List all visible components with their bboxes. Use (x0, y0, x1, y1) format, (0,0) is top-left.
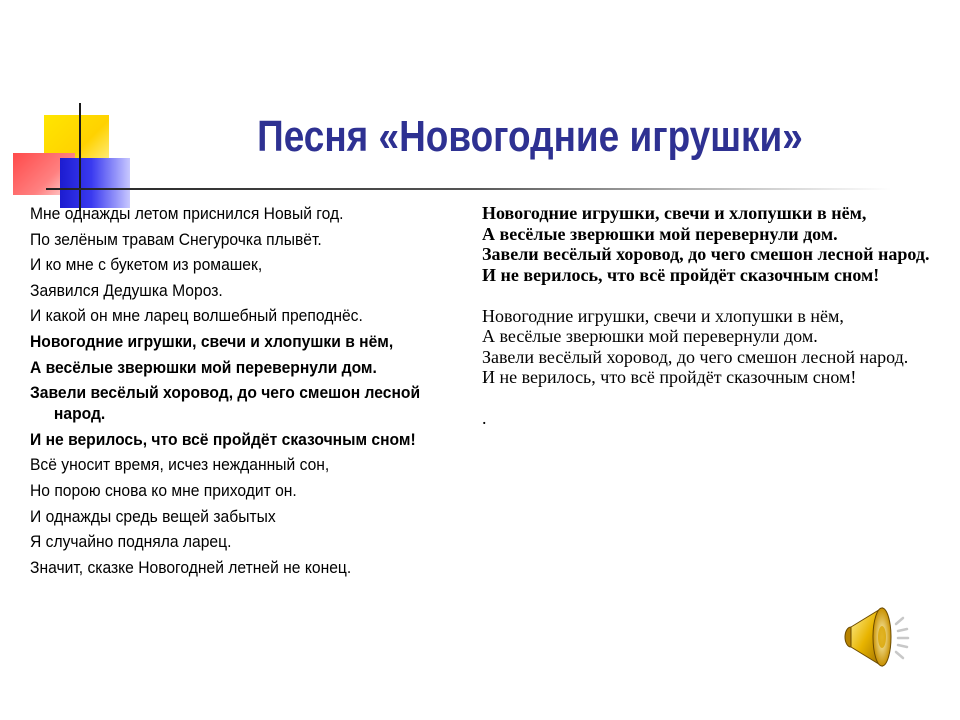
lyric-line: Значит, сказке Новогодней летней не конец. (30, 557, 352, 577)
chorus-line: А весёлые зверюшки мой перевернули дом. (482, 326, 818, 346)
chorus-line: Новогодние игрушки, свечи и хлопушки в нём, (482, 203, 867, 223)
slide-title: Песня «Новогодние игрушки» (257, 112, 803, 161)
decor-vertical-line (79, 103, 81, 211)
lyric-line: Но порою снова ко мне приходит он. (30, 480, 297, 500)
chorus-line: И не верилось, что всё пройдёт сказочным сном! (482, 264, 880, 285)
lyric-line: Заявился Дедушка Мороз. (30, 280, 223, 300)
chorus-line: И не верилось, что всё пройдёт сказочным сном! (30, 429, 416, 449)
chorus-line: Завели весёлый хоровод, до чего смешон лесной народ. (482, 346, 909, 367)
lyric-line: И однажды средь вещей забытых (30, 506, 276, 526)
chorus-line: А весёлые зверюшки мой перевернули дом. (30, 357, 377, 377)
lyrics-right-column (482, 203, 952, 429)
lyric-line: И ко мне с букетом из ромашек, (30, 255, 263, 275)
lyric-line: По зелёным травам Снегурочка плывёт. (30, 229, 322, 249)
chorus-line: А весёлые зверюшки мой перевернули дом. (482, 223, 838, 244)
lyric-line: Я случайно подняла ларец. (30, 532, 232, 552)
lyric-line: Мне однажды летом приснился Новый год. (30, 204, 344, 223)
title-underline (46, 188, 891, 190)
chorus-line: Завели весёлый хоровод, до чего смешон лесной народ. (482, 244, 930, 264)
chorus-line: И не верилось, что всё пройдёт сказочным сном! (482, 367, 857, 387)
chorus-line: Завели весёлый хоровод, до чего смешон лесной народ. (30, 383, 421, 424)
lyric-line: Всё уносит время, исчез нежданный сон, (30, 455, 330, 475)
lyrics-left-column (30, 203, 470, 582)
speaker-sound-icon[interactable] (842, 604, 912, 670)
lyric-line: И какой он мне ларец волшебный преподнёс. (30, 306, 363, 326)
decor-blue-square (60, 158, 130, 208)
stanza-gap (482, 388, 952, 409)
chorus-line: Новогодние игрушки, свечи и хлопушки в нём, (482, 305, 844, 326)
stanza-gap (482, 285, 952, 306)
speaker-sound-icon (842, 604, 912, 670)
trailing-dot: . (482, 408, 487, 428)
chorus-line: Новогодние игрушки, свечи и хлопушки в нём, (30, 331, 394, 351)
